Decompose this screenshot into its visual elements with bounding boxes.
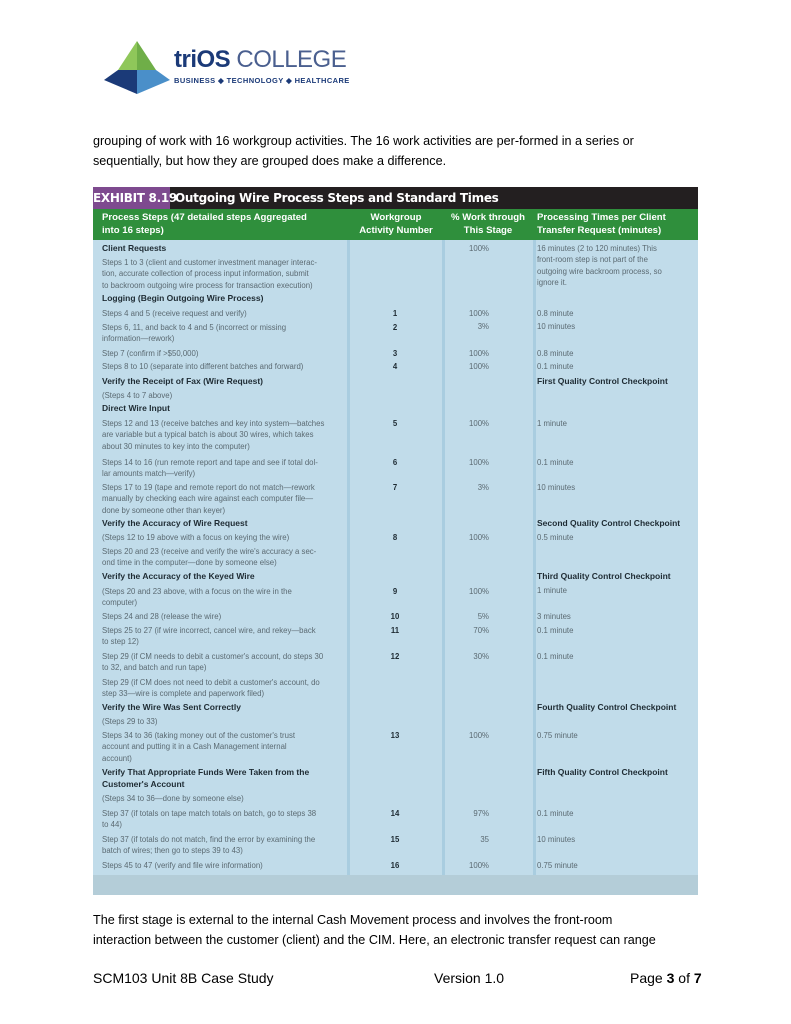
exhibit-cell-col2: 15 (390, 835, 400, 844)
exhibit-cell-col2: 8 (392, 533, 398, 542)
exhibit-cell-col1: Step 37 (if totals on tape match totals on batch, go to steps 38 (102, 809, 317, 818)
column-workgroup-number (350, 240, 442, 875)
header-workgroup-line-2: Activity Number (359, 224, 433, 236)
exhibit-cell-col2: 11 (390, 626, 400, 635)
exhibit-cell-col2: 10 (390, 612, 400, 621)
exhibit-cell-col3: 100% (469, 362, 489, 371)
header-times-line-2: Transfer Request (minutes) (537, 224, 662, 236)
header-process-steps (102, 212, 307, 237)
exhibit-cell-col4: 3 minutes (537, 612, 571, 621)
exhibit-cell-col1: step 33—wire is complete and paperwork filed) (102, 689, 265, 699)
exhibit-cell-col1: to backroom outgoing wire process for transaction execution) (102, 280, 313, 290)
exhibit-cell-col1: account and putting it in a Cash Management internal (102, 742, 287, 752)
intro-paragraph (93, 132, 708, 171)
exhibit-label: EXHIBIT 8.19 (93, 187, 170, 209)
exhibit-cell-col1: Steps 34 to 36 (taking money out of the customer's trust (102, 731, 296, 740)
exhibit-cell-col3: 100% (469, 458, 489, 467)
exhibit-cell-col1: Steps 45 to 47 (verify and file wire information) (102, 861, 263, 870)
exhibit-cell-col1: ond time in the computer—done by someone else) (102, 558, 277, 568)
column-processing-times (536, 240, 698, 875)
page-total: 7 (693, 970, 702, 986)
exhibit-cell-col1: about 30 minutes to key into the computer) (102, 441, 250, 451)
exhibit-footer-band (93, 875, 698, 895)
exhibit-cell-col1: computer) (102, 598, 138, 608)
logo-tagline: BUSINESS ◆ TECHNOLOGY ◆ HEALTHCARE (174, 76, 350, 85)
exhibit-cell-col2: 14 (390, 809, 400, 818)
page-current: 3 (666, 970, 675, 986)
header-percent-work (443, 212, 533, 237)
intro-line-1: grouping of work with 16 workgroup activities. The 16 work activities are per-formed in a series or (93, 134, 634, 148)
exhibit-cell-col1: Customer's Account (102, 779, 185, 789)
exhibit-cell-col3: 100% (469, 309, 489, 318)
intro-line-2: sequentially, but how they are grouped does make a difference. (93, 153, 447, 168)
exhibit-cell-col1: done by someone other than keyer) (102, 505, 226, 515)
logo-wordmark (174, 46, 346, 74)
exhibit-cell-col3: 100% (469, 731, 489, 740)
exhibit-cell-col4: 0.1 minute (537, 458, 574, 467)
exhibit-cell-col3: 3% (477, 322, 489, 331)
exhibit-cell-col2: 13 (390, 731, 400, 740)
header-workgroup-number (350, 212, 442, 237)
exhibit-cell-col2: 16 (390, 861, 400, 870)
footer-page-number (630, 969, 702, 987)
exhibit-cell-col1: Step 29 (if CM does not need to debit a customer's account, do (102, 678, 320, 687)
exhibit-title-bar (93, 187, 698, 209)
exhibit-cell-col1: (Steps 29 to 33) (102, 717, 158, 726)
exhibit-cell-col4: Fifth Quality Control Checkpoint (537, 767, 668, 777)
exhibit-cell-col4: 0.75 minute (537, 861, 578, 870)
header-process-steps-line-1: Process Steps (47 detailed steps Aggregated (102, 212, 307, 223)
exhibit-cell-col4: First Quality Control Checkpoint (537, 376, 668, 386)
exhibit-cell-col2: 12 (390, 652, 400, 661)
header-processing-times (537, 212, 666, 237)
exhibit-cell-col1: (Steps 12 to 19 above with a focus on keying the wire) (102, 533, 290, 542)
exhibit-cell-col4: 0.1 minute (537, 362, 574, 371)
footer-version: Version 1.0 (434, 970, 505, 986)
exhibit-cell-col2: 2 (392, 323, 398, 332)
exhibit-cell-col1: to step 12) (102, 637, 139, 647)
exhibit-cell-col3: 35 (480, 835, 489, 844)
exhibit-cell-col2: 4 (392, 362, 398, 371)
exhibit-cell-col3: 97% (473, 809, 489, 818)
page-prefix: Page (630, 970, 667, 986)
exhibit-cell-col1: (Steps 34 to 36—done by someone else) (102, 794, 244, 803)
exhibit-cell-col1: Logging (Begin Outgoing Wire Process) (102, 293, 264, 303)
header-process-steps-line-2: into 16 steps) (102, 224, 164, 236)
exhibit-cell-col1: Steps 14 to 16 (run remote report and tape and see if total dol- (102, 458, 318, 467)
exhibit-cell-col1: account) (102, 753, 132, 763)
exhibit-cell-col1: Steps 24 and 28 (release the wire) (102, 612, 222, 621)
exhibit-cell-col1: Step 37 (if totals do not match, find the error by examining the (102, 835, 316, 844)
exhibit-cell-col1: manually by checking each wire against each computer file— (102, 494, 314, 504)
exhibit-cell-col3: 5% (477, 612, 489, 621)
exhibit-cell-col1: to 44) (102, 820, 122, 830)
logo-wordmark-light: COLLEGE (230, 46, 347, 73)
exhibit-cell-col1: (Steps 20 and 23 above, with a focus on the wire in the (102, 587, 292, 596)
exhibit-cell-col3: 100% (469, 349, 489, 358)
exhibit-cell-col1: Verify the Wire Was Sent Correctly (102, 702, 241, 712)
exhibit-cell-col3: 100% (469, 587, 489, 596)
exhibit-cell-col1: Steps 6, 11, and back to 4 and 5 (incorrect or missing (102, 323, 287, 332)
exhibit-cell-col1: Verify the Accuracy of Wire Request (102, 518, 248, 528)
exhibit-cell-col1: lar amounts match—verify) (102, 469, 196, 479)
exhibit-cell-col3: 100% (469, 419, 489, 428)
logo-wordmark-bold: triOS (174, 46, 231, 73)
exhibit-cell-col1: Steps 8 to 10 (separate into different batches and forward) (102, 362, 304, 371)
exhibit-cell-col1: Client Requests (102, 243, 167, 253)
exhibit-cell-col1: to 32, and batch and run tape) (102, 663, 207, 673)
exhibit-cell-col4: 10 minutes (537, 483, 576, 492)
exhibit-title: Outgoing Wire Process Steps and Standard Times (175, 191, 499, 205)
college-logo (104, 40, 354, 98)
exhibit-cell-col4: front-room step is not part of the (537, 255, 648, 265)
exhibit-cell-col1: Steps 4 and 5 (receive request and verify) (102, 309, 247, 318)
exhibit-cell-col1: Direct Wire Input (102, 403, 170, 413)
column-percent-work (445, 240, 533, 875)
exhibit-cell-col4: 0.1 minute (537, 652, 574, 661)
exhibit-cell-col1: Steps 20 and 23 (receive and verify the wire's accuracy a sec- (102, 547, 317, 556)
exhibit-cell-col1: Verify That Appropriate Funds Were Taken from the (102, 767, 310, 777)
page-mid: of (674, 970, 694, 986)
exhibit-cell-col4: 0.1 minute (537, 809, 574, 818)
exhibit-cell-col4: ignore it. (537, 278, 567, 288)
exhibit-cell-col2: 1 (392, 309, 398, 318)
exhibit-cell-col2: 6 (392, 458, 398, 467)
exhibit-cell-col4: Fourth Quality Control Checkpoint (537, 702, 677, 712)
exhibit-cell-col3: 70% (473, 626, 489, 635)
pyramid-logo-icon (104, 40, 170, 98)
header-percent-line-1: % Work through (451, 212, 525, 223)
header-workgroup-line-1: Workgroup (370, 212, 422, 223)
exhibit-cell-col4: Second Quality Control Checkpoint (537, 518, 681, 528)
exhibit-cell-col1: Steps 17 to 19 (tape and remote report do not match—rework (102, 483, 315, 492)
exhibit-cell-col2: 9 (392, 587, 398, 596)
exhibit-cell-col4: 10 minutes (537, 322, 576, 331)
header-times-line-1: Processing Times per Client (537, 212, 666, 223)
exhibit-cell-col4: 10 minutes (537, 835, 576, 844)
exhibit-cell-col3: 30% (473, 652, 489, 661)
exhibit-cell-col2: 7 (392, 483, 398, 492)
exhibit-cell-col1: Steps 25 to 27 (if wire incorrect, cancel wire, and rekey—back (102, 626, 316, 635)
stage-line-1: The first stage is external to the internal Cash Movement process and involves the front-room (93, 913, 613, 927)
exhibit-header-row (93, 209, 698, 240)
exhibit-cell-col4: 0.8 minute (537, 349, 574, 358)
exhibit-cell-col3: 100% (469, 861, 489, 870)
exhibit-cell-col4: Third Quality Control Checkpoint (537, 571, 671, 581)
exhibit-cell-col3: 100% (469, 244, 489, 253)
exhibit-cell-col1: batch of wires; then go to steps 39 to 43) (102, 846, 243, 856)
exhibit-cell-col1: (Steps 4 to 7 above) (102, 391, 173, 400)
exhibit-cell-col3: 3% (477, 483, 489, 492)
exhibit-cell-col1: Verify the Receipt of Fax (Wire Request) (102, 376, 263, 386)
exhibit-cell-col3: 100% (469, 533, 489, 542)
exhibit-cell-col1: information—rework) (102, 334, 175, 344)
exhibit-cell-col4: 0.5 minute (537, 533, 574, 542)
exhibit-table (93, 187, 698, 895)
exhibit-cell-col4: 0.1 minute (537, 626, 574, 635)
exhibit-cell-col1: Verify the Accuracy of the Keyed Wire (102, 571, 255, 581)
exhibit-cell-col2: 5 (392, 419, 398, 428)
exhibit-cell-col4: 16 minutes (2 to 120 minutes) This (537, 244, 657, 253)
exhibit-cell-col4: outgoing wire backroom process, so (537, 266, 662, 276)
stage-line-2: interaction between the customer (client) and the CIM. Here, an electronic transfer request can range (93, 932, 656, 947)
footer-course: SCM103 Unit 8B Case Study (93, 970, 274, 986)
header-percent-line-2: This Stage (463, 224, 513, 236)
exhibit-cell-col1: are variable but a typical batch is about 30 wires, which takes (102, 430, 314, 440)
exhibit-cell-col4: 1 minute (537, 419, 567, 428)
exhibit-cell-col1: Step 29 (if CM needs to debit a customer's account, do steps 30 (102, 652, 324, 661)
exhibit-cell-col2: 3 (392, 349, 398, 358)
exhibit-cell-col4: 0.75 minute (537, 731, 578, 740)
exhibit-cell-col1: Steps 1 to 3 (client and customer investment manager interac- (102, 258, 317, 267)
exhibit-cell-col4: 0.8 minute (537, 309, 574, 318)
stage-paragraph (93, 911, 708, 950)
exhibit-cell-col1: tion, accurate collection of process input information, submit (102, 269, 309, 279)
exhibit-cell-col1: Steps 12 and 13 (receive batches and key into system—batches (102, 419, 325, 428)
exhibit-cell-col4: 1 minute (537, 586, 567, 595)
exhibit-cell-col1: Step 7 (confirm if >$50,000) (102, 349, 199, 358)
